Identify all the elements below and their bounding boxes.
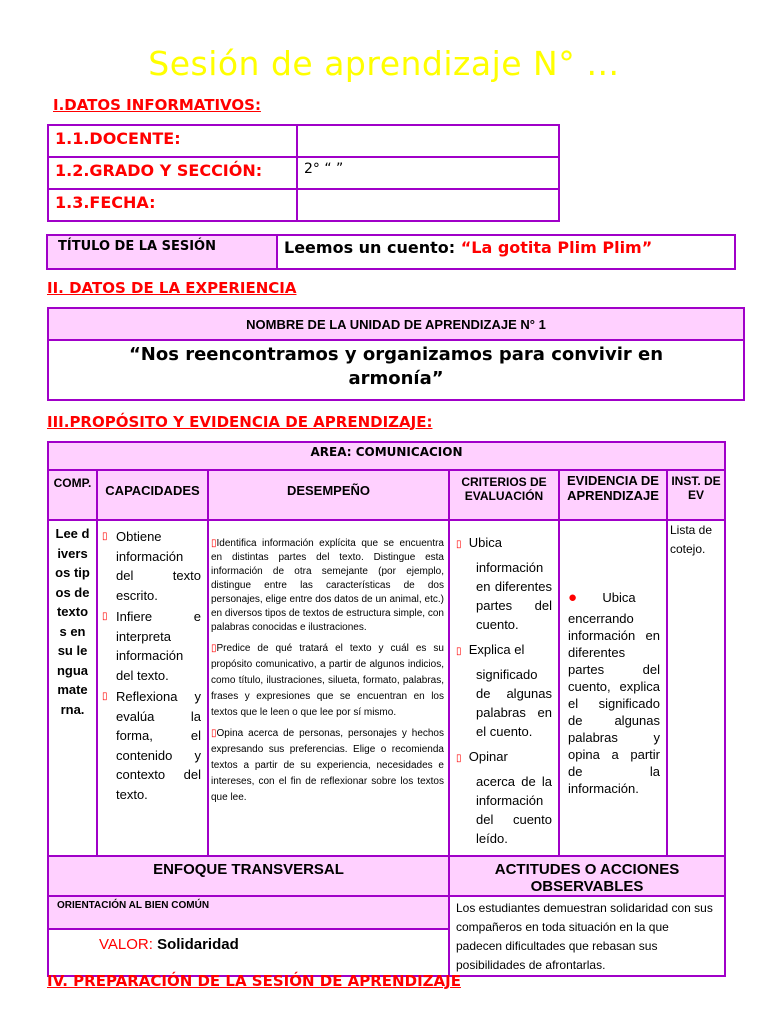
unidad-table — [47, 307, 745, 401]
header-inst: INST. DE EV — [667, 470, 725, 520]
bullet-icon: ▯ — [102, 531, 108, 542]
bullet-icon: ▯ — [456, 646, 462, 657]
grado-value: 2° “ ” — [297, 157, 559, 189]
area-header: AREA: COMUNICACION — [48, 442, 725, 470]
header-capacidades: CAPACIDADES — [97, 470, 208, 520]
evidencia-item: ● Ubica encerrando información en diferentes partes del cuento, explica el significado de algunas palabras y opina a partir de la información. — [568, 589, 660, 796]
criterio-item: ▯ Ubica información en diferentes partes del cuento. — [456, 535, 552, 632]
evidencia-cell — [559, 520, 667, 856]
valor-label: VALOR: — [99, 935, 153, 953]
header-desempeno: DESEMPEÑO — [208, 470, 449, 520]
session-story-name: “La gotita Plim Plim” — [460, 238, 653, 257]
valor-value: Solidaridad — [157, 935, 239, 953]
fecha-value — [297, 189, 559, 221]
red-dot-icon: ● — [568, 589, 578, 606]
session-title-value — [277, 235, 735, 269]
grado-label: 1.2.GRADO Y SECCIÓN: — [48, 157, 297, 189]
desempeno-item: ▯Identifica información explícita que se encuentra en distintas partes del texto. Distingue esta información de otra semejante (por ejemplo, distingue entre las características de dos personajes, elige entre dos datos de un animal, etc.) en diversos tipos de textos de estructura simple, con palabras conocidas e ilustraciones. — [211, 538, 444, 633]
competencia-text: Lee diversos tipos de textos en su lengua materna. — [48, 520, 97, 856]
bullet-icon: ▯ — [102, 611, 108, 622]
capacidades-cell — [97, 520, 208, 856]
unit-name: “Nos reencontramos y organizamos para convivir en armonía” — [48, 340, 744, 400]
section-heading-datos-informativos: I.DATOS INFORMATIVOS: — [53, 96, 261, 114]
fecha-label: 1.3.FECHA: — [48, 189, 297, 221]
unit-label: NOMBRE DE LA UNIDAD DE APRENDIZAJE N° 1 — [48, 308, 744, 340]
section-heading-datos-experiencia: II. DATOS DE LA EXPERIENCIA — [47, 279, 297, 297]
section-heading-proposito: III.PROPÓSITO Y EVIDENCIA DE APRENDIZAJE: — [47, 413, 433, 431]
desempeno-cell — [208, 520, 449, 856]
bullet-icon: ▯ — [102, 691, 108, 702]
section-heading-preparacion: IV. PREPARACIÓN DE LA SESIÓN DE APRENDIZAJE — [47, 972, 461, 990]
criterio-item: ▯ Opinar acerca de la información del cuento leído. — [456, 749, 552, 846]
docente-value — [297, 125, 559, 157]
criterio-item: ▯ Explica el significado de algunas palabras en el cuento. — [456, 642, 552, 739]
docente-label: 1.1.DOCENTE: — [48, 125, 297, 157]
header-comp: COMP. — [48, 470, 97, 520]
bullet-icon: ▯ — [456, 539, 462, 550]
capacidad-item: ▯ Reflexiona y evalúa la forma, el contenido y contexto del texto. — [102, 687, 201, 804]
capacidad-item: ▯ Infiere e interpreta información del texto. — [102, 607, 201, 685]
instrumento-text: Lista de cotejo. — [667, 520, 725, 856]
session-title-table — [46, 234, 736, 270]
desempeno-item: ▯Opina acerca de personas, personajes y hechos expresando sus preferencias. Elige o recomienda textos a partir de su experiencia, necesidades e intereses, con el fin de reflexionar sobre los textos que lee. — [211, 728, 444, 803]
valor-cell — [48, 929, 449, 977]
session-title-label: TÍTULO DE LA SESIÓN — [47, 235, 277, 269]
page-title: Sesión de aprendizaje N° … — [148, 44, 620, 83]
bullet-icon: ▯ — [456, 753, 462, 764]
actitudes-label: ACTITUDES O ACCIONES OBSERVABLES — [449, 856, 725, 896]
header-criterios: CRITERIOS DE EVALUACIÓN — [449, 470, 559, 520]
criterios-cell — [449, 520, 559, 856]
session-title-prefix: Leemos un cuento: — [284, 238, 456, 257]
actitud-text: Los estudiantes demuestran solidaridad con sus compañeros en toda situación en la que padecen dificultades que rebasan sus posibilidades de afrontarlas. — [449, 896, 725, 976]
header-evidencia: EVIDENCIA DE APRENDIZAJE — [559, 470, 667, 520]
capacidad-item: ▯ Obtiene información del texto escrito. — [102, 527, 201, 605]
competencias-table — [47, 441, 726, 977]
orientacion-label: ORIENTACIÓN AL BIEN COMÚN — [48, 896, 449, 929]
desempeno-item: ▯Predice de qué tratará el texto y cuál es su propósito comunicativo, a partir de algunos indicios, como título, ilustraciones, silueta, formato, palabras, frases y expresiones que se encuentran en los textos que le leen o que lee por sí mismo. — [211, 643, 444, 718]
datos-informativos-table — [47, 124, 560, 222]
enfoque-label: ENFOQUE TRANSVERSAL — [48, 856, 449, 896]
